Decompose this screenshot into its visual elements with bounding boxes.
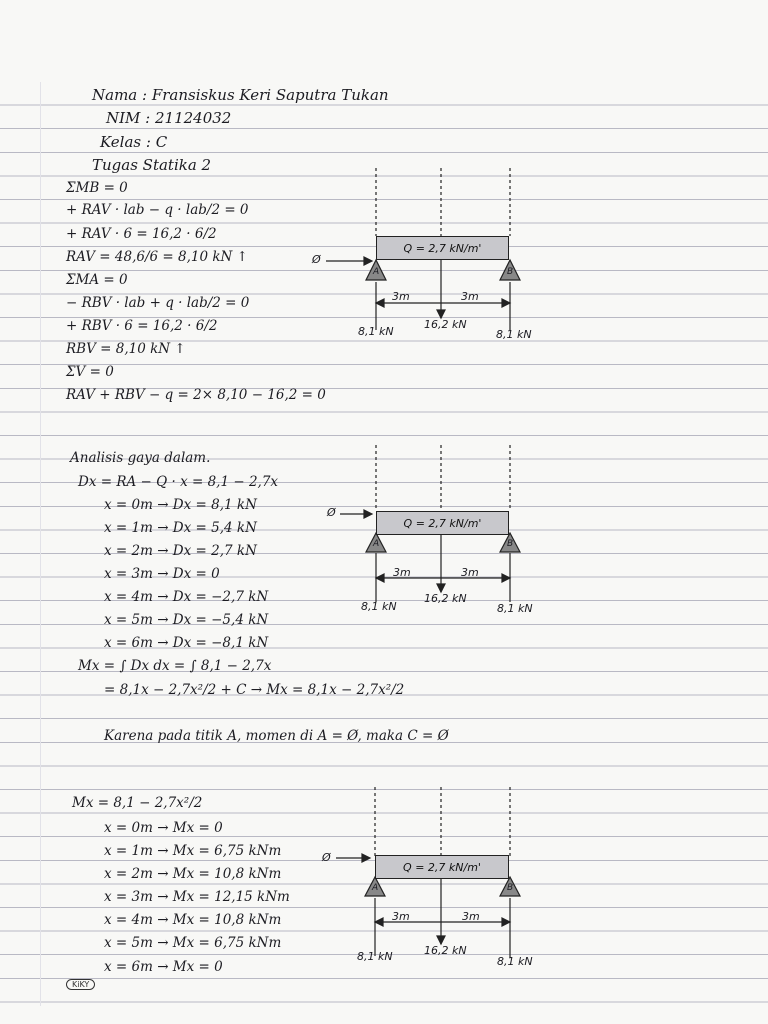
equation-line: x = 1m → Dx = 5,4 kN [104,520,257,536]
equation-line: ΣV = 0 [66,364,114,380]
beam: Q = 2,7 kN/m' [376,236,509,260]
student-name: Nama : Fransiskus Keri Saputra Tukan [92,86,389,104]
equation-line: = 8,1x − 2,7x²/2 + C → Mx = 8,1x − 2,7x²/2 [104,682,405,698]
equation-line: x = 3m → Mx = 12,15 kNm [104,889,290,905]
equation-line: x = 5m → Mx = 6,75 kNm [104,935,282,951]
support-b-label: B [507,539,514,549]
beam: Q = 2,7 kN/m' [375,855,509,879]
equation-line: x = 5m → Dx = −5,4 kN [104,612,269,628]
reaction-left-label: 8,1 kN [358,325,394,338]
student-nim: NIM : 21124032 [106,109,232,127]
span-left-label: 3m [393,566,411,579]
horizontal-force-label: Ø [312,253,321,266]
student-class: Kelas : C [100,133,168,151]
equation-line: x = 4m → Mx = 10,8 kNm [104,912,282,928]
equation-line: + RBV · 6 = 16,2 · 6/2 [66,318,218,334]
support-a-label: A [372,883,379,893]
support-b-label: B [507,267,514,277]
equation-line: RAV = 48,6/6 = 8,10 kN ↑ [66,249,248,265]
equation-line: Karena pada titik A, momen di A = Ø, maka C = Ø [104,728,449,744]
equation-line: x = 1m → Mx = 6,75 kNm [104,843,282,859]
horizontal-force-label: Ø [327,506,336,519]
support-b-label: B [507,883,514,893]
equation-line: − RBV · lab + q · lab/2 = 0 [66,295,250,311]
reaction-right-label: 8,1 kN [496,328,532,341]
span-right-label: 3m [461,566,479,579]
equation-line: Mx = 8,1 − 2,7x²/2 [72,795,203,811]
equation-line: x = 6m → Mx = 0 [104,959,223,975]
span-left-label: 3m [392,290,410,303]
equation-line: + RAV · 6 = 16,2 · 6/2 [66,226,217,242]
reaction-left-label: 8,1 kN [361,600,397,613]
equation-line: RBV = 8,10 kN ↑ [66,341,186,357]
equation-line: ΣMA = 0 [66,272,128,288]
equation-line: x = 4m → Dx = −2,7 kN [104,589,269,605]
reaction-mid-label: 16,2 kN [424,592,467,605]
reaction-right-label: 8,1 kN [497,602,533,615]
reaction-right-label: 8,1 kN [497,955,533,968]
span-right-label: 3m [461,290,479,303]
equation-line: x = 2m → Dx = 2,7 kN [104,543,257,559]
span-right-label: 3m [462,910,480,923]
reaction-mid-label: 16,2 kN [424,318,467,331]
reaction-left-label: 8,1 kN [357,950,393,963]
equation-line: Mx = ∫ Dx dx = ∫ 8,1 − 2,7x [78,658,272,674]
section-heading: Analisis gaya dalam. [70,450,211,466]
beam: Q = 2,7 kN/m' [376,511,509,535]
assignment-title: Tugas Statika 2 [92,156,212,174]
support-a-label: A [373,539,380,549]
equation-line: x = 3m → Dx = 0 [104,566,220,582]
horizontal-force-label: Ø [322,851,331,864]
equation-line: x = 2m → Mx = 10,8 kNm [104,866,282,882]
equation-line: x = 6m → Dx = −8,1 kN [104,635,269,651]
equation-line: x = 0m → Mx = 0 [104,820,223,836]
notebook-brand-logo: KiKY [66,979,95,990]
equation-line: x = 0m → Dx = 8,1 kN [104,497,257,513]
equation-line: Dx = RA − Q · x = 8,1 − 2,7x [78,474,279,490]
span-left-label: 3m [392,910,410,923]
equation-line: RAV + RBV − q = 2× 8,10 − 16,2 = 0 [66,387,326,403]
reaction-mid-label: 16,2 kN [424,944,467,957]
equation-line: ΣMB = 0 [66,180,128,196]
support-a-label: A [373,267,380,277]
equation-line: + RAV · lab − q · lab/2 = 0 [66,202,249,218]
